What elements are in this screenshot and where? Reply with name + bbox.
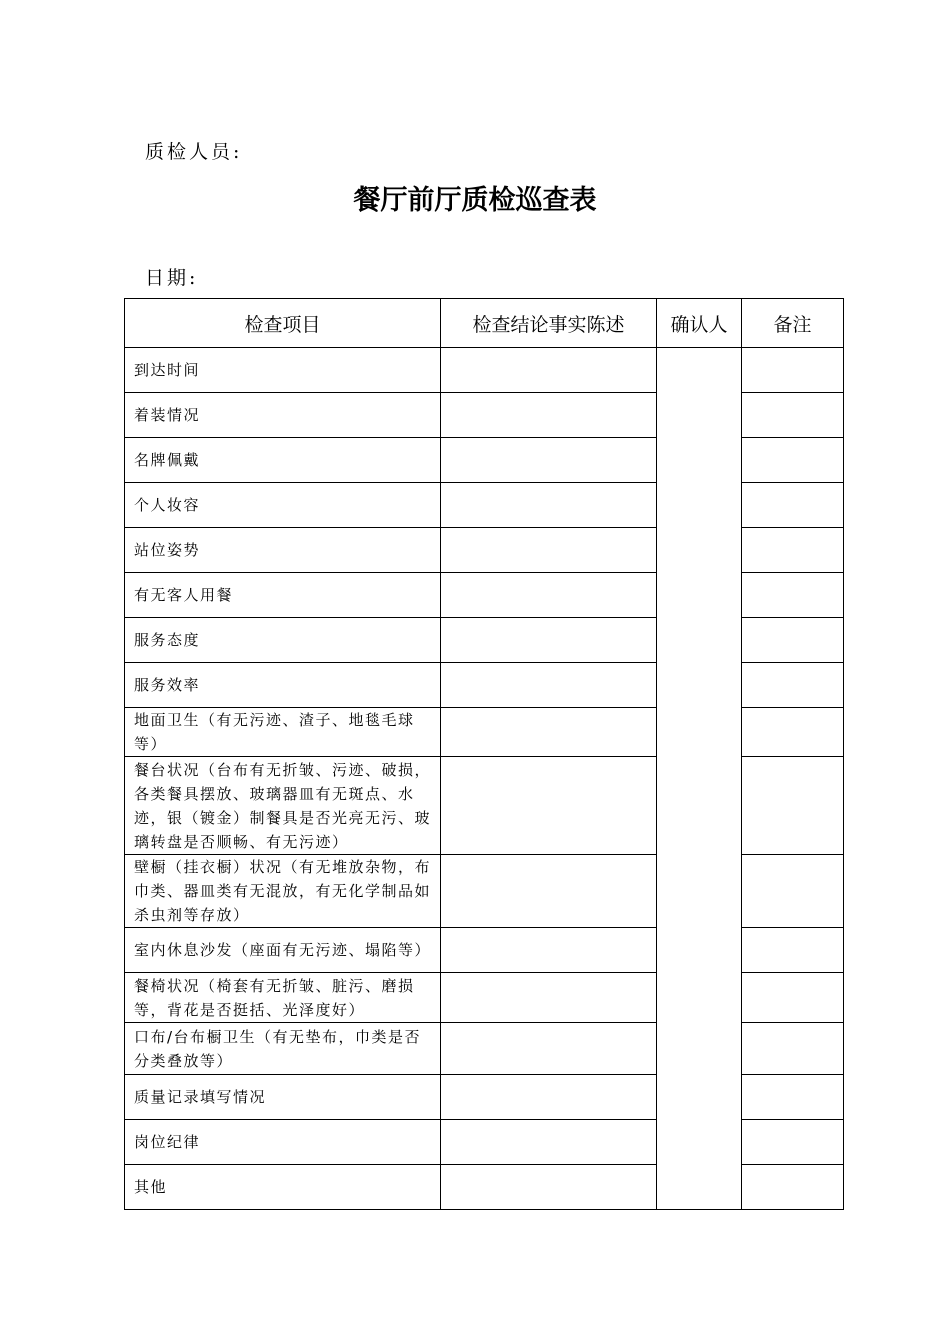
- confirmer-cell[interactable]: [657, 348, 742, 1210]
- inspection-item: 餐椅状况（椅套有无折皱、脏污、磨损等，背花是否挺括、光泽度好）: [125, 973, 441, 1023]
- remarks-cell[interactable]: [742, 348, 844, 393]
- conclusion-cell[interactable]: [441, 708, 657, 757]
- inspection-item: 有无客人用餐: [125, 573, 441, 618]
- inspection-item: 服务效率: [125, 663, 441, 708]
- remarks-cell[interactable]: [742, 618, 844, 663]
- remarks-cell[interactable]: [742, 1075, 844, 1120]
- conclusion-cell[interactable]: [441, 618, 657, 663]
- conclusion-cell[interactable]: [441, 528, 657, 573]
- remarks-cell[interactable]: [742, 1165, 844, 1210]
- conclusion-cell[interactable]: [441, 928, 657, 973]
- inspection-item: 名牌佩戴: [125, 438, 441, 483]
- conclusion-cell[interactable]: [441, 348, 657, 393]
- remarks-cell[interactable]: [742, 855, 844, 928]
- remarks-cell[interactable]: [742, 483, 844, 528]
- page-title: 餐厅前厅质检巡查表: [353, 185, 597, 216]
- inspection-item: 地面卫生（有无污迹、渣子、地毯毛球等）: [125, 708, 441, 757]
- conclusion-cell[interactable]: [441, 973, 657, 1023]
- inspection-item: 站位姿势: [125, 528, 441, 573]
- column-header-remarks: 备注: [742, 299, 844, 348]
- conclusion-cell[interactable]: [441, 438, 657, 483]
- remarks-cell[interactable]: [742, 973, 844, 1023]
- inspection-item: 质量记录填写情况: [125, 1075, 441, 1120]
- inspection-item: 室内休息沙发（座面有无污迹、塌陷等）: [125, 928, 441, 973]
- inspection-table: [124, 298, 844, 1210]
- conclusion-cell[interactable]: [441, 1023, 657, 1075]
- inspection-item: 个人妆容: [125, 483, 441, 528]
- conclusion-cell[interactable]: [441, 393, 657, 438]
- inspection-item: 口布/台布橱卫生（有无垫布，巾类是否分类叠放等）: [125, 1023, 441, 1075]
- conclusion-cell[interactable]: [441, 1165, 657, 1210]
- conclusion-cell[interactable]: [441, 573, 657, 618]
- remarks-cell[interactable]: [742, 438, 844, 483]
- inspection-item: 岗位纪律: [125, 1120, 441, 1165]
- date-label: 日期:: [145, 267, 199, 289]
- inspection-item: 其他: [125, 1165, 441, 1210]
- column-header-item: 检查项目: [125, 299, 441, 348]
- inspector-label: 质检人员:: [145, 141, 243, 163]
- remarks-cell[interactable]: [742, 663, 844, 708]
- conclusion-cell[interactable]: [441, 483, 657, 528]
- inspection-item: 壁橱（挂衣橱）状况（有无堆放杂物，布巾类、器皿类有无混放，有无化学制品如杀虫剂等存放）: [125, 855, 441, 928]
- conclusion-cell[interactable]: [441, 855, 657, 928]
- remarks-cell[interactable]: [742, 393, 844, 438]
- inspection-item: 着装情况: [125, 393, 441, 438]
- conclusion-cell[interactable]: [441, 757, 657, 855]
- remarks-cell[interactable]: [742, 928, 844, 973]
- remarks-cell[interactable]: [742, 573, 844, 618]
- table-header-row: [125, 299, 844, 348]
- remarks-cell[interactable]: [742, 757, 844, 855]
- inspection-item: 到达时间: [125, 348, 441, 393]
- conclusion-cell[interactable]: [441, 1120, 657, 1165]
- table-row: [125, 348, 844, 393]
- remarks-cell[interactable]: [742, 528, 844, 573]
- inspection-item: 服务态度: [125, 618, 441, 663]
- remarks-cell[interactable]: [742, 708, 844, 757]
- conclusion-cell[interactable]: [441, 663, 657, 708]
- column-header-conclusion: 检查结论事实陈述: [441, 299, 657, 348]
- inspection-item: 餐台状况（台布有无折皱、污迹、破损，各类餐具摆放、玻璃器皿有无斑点、水迹，银（镀金）制餐具是否光亮无污、玻璃转盘是否顺畅、有无污迹）: [125, 757, 441, 855]
- remarks-cell[interactable]: [742, 1023, 844, 1075]
- remarks-cell[interactable]: [742, 1120, 844, 1165]
- column-header-confirmer: 确认人: [657, 299, 742, 348]
- conclusion-cell[interactable]: [441, 1075, 657, 1120]
